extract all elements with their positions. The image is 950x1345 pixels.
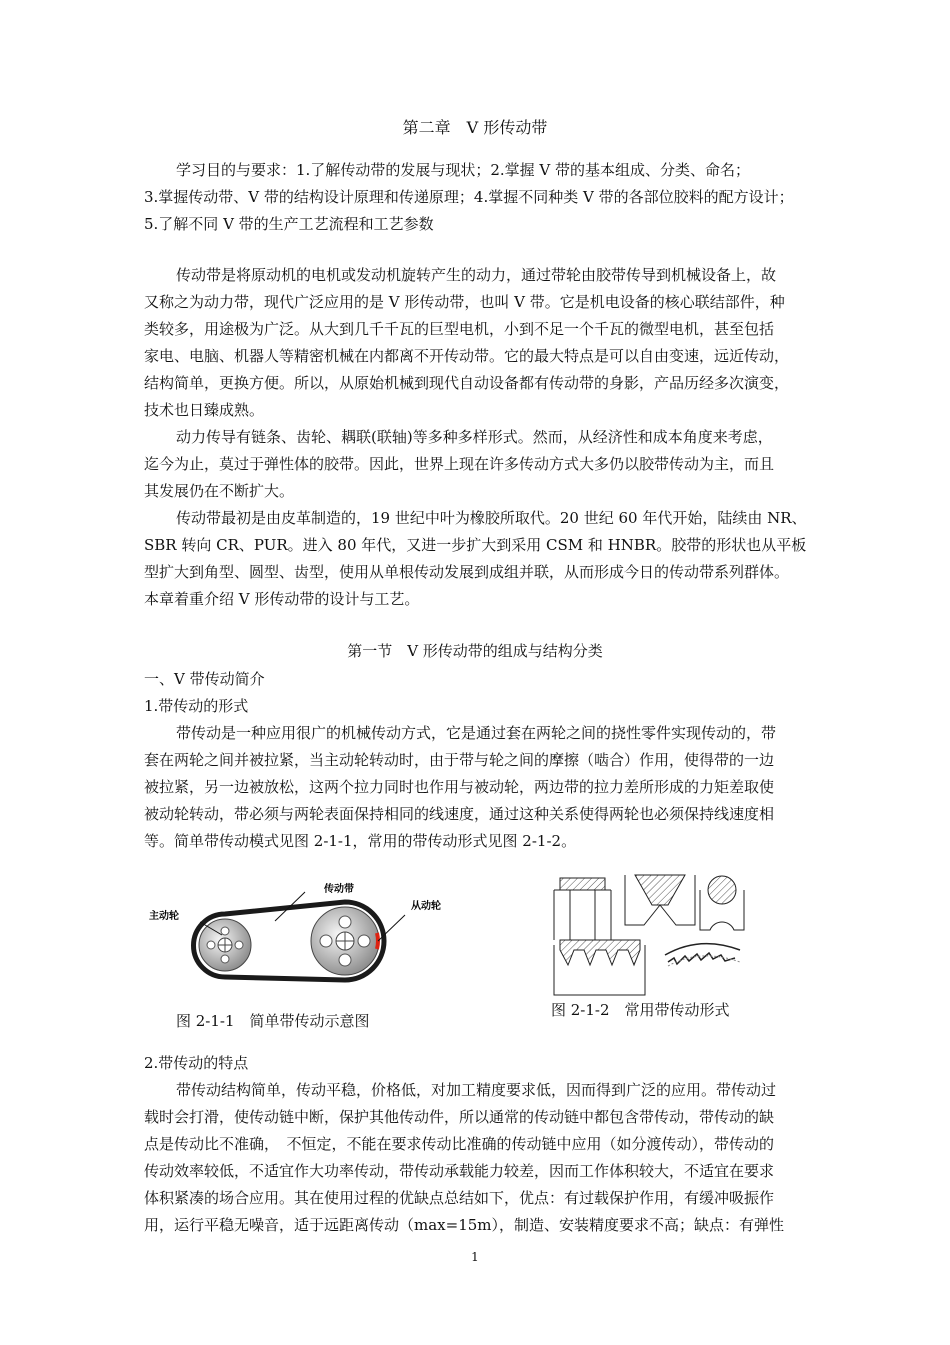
subsection-heading: 一、V 带传动简介 <box>144 670 265 688</box>
heading: 2.带传动的特点 <box>144 1054 249 1072</box>
paragraph-line: 家电、电脑、机器人等精密机械在内都离不开传动带。它的最大特点是可以自由变速，远近传动， <box>144 347 790 365</box>
paragraph-line: 传动效率较低，不适宜作大功率传动，带传动承载能力较差，因而工作体积较大，不适宜在要求 <box>144 1162 775 1180</box>
multi-rib-belt-section <box>554 940 645 995</box>
driven-pulley-label: 从动轮 <box>411 901 441 912</box>
driver-pulley-label: 主动轮 <box>149 911 179 922</box>
paragraph-line: 带传动是一种应用很广的机械传动方式，它是通过套在两轮之间的挠性零件实现传动的，带 <box>176 724 777 742</box>
round-belt-section <box>700 876 744 930</box>
paragraph-line: 又称之为动力带，现代广泛应用的是 V 形传动带，也叫 V 带。它是机电设备的核心联结部件，种 <box>144 293 785 311</box>
chapter-title: 第二章 V 形传动带 <box>402 118 548 137</box>
belt-drive-diagram <box>140 875 460 1005</box>
figure-caption: 图 2-1-2 常用带传动形式 <box>551 1001 730 1019</box>
paragraph-line: 体积紧凑的场合应用。其在使用过程的优缺点总结如下，优点：有过载保护作用，有缓冲吸振作 <box>144 1189 775 1207</box>
paragraph-line: 传动带最初是由皮革制造的，19 世纪中叶为橡胶所取代。20 世纪 60 年代开始，陆续由 NR、 <box>176 509 807 527</box>
paragraph-line: 本章着重介绍 V 形传动带的设计与工艺。 <box>144 590 420 608</box>
paragraph-line: 被拉紧，另一边被放松，这两个拉力同时也作用与被动轮，两边带的拉力差所形成的力矩差取使 <box>144 778 775 796</box>
figure-caption: 图 2-1-1 简单带传动示意图 <box>176 1012 370 1030</box>
paragraph-line: 点是传动比不准确， 不恒定，不能在要求传动比准确的传动链中应用（如分渡传动），带传动的 <box>144 1135 775 1153</box>
paragraph-line: 带传动结构简单，传动平稳，价格低，对加工精度要求低，因而得到广泛的应用。带传动过 <box>176 1081 777 1099</box>
section-title: 第一节 V 形传动带的组成与结构分类 <box>347 642 603 660</box>
paragraph-line: 传动带是将原动机的电机或发动机旋转产生的动力，通过带轮由胶带传导到机械设备上，故 <box>176 266 777 284</box>
flat-belt-section <box>554 878 611 940</box>
driven-pulley <box>311 907 379 975</box>
driver-pulley <box>199 919 251 971</box>
paragraph-line: 其发展仍在不断扩大。 <box>144 482 295 500</box>
paragraph-line: 动力传导有链条、齿轮、耦联(联轴)等多种多样形式。然而，从经济性和成本角度来考虑， <box>176 428 773 446</box>
paragraph-line: 载时会打滑，使传动链中断，保护其他传动件，所以通常的传动链中都包含带传动，带传动的缺 <box>144 1108 775 1126</box>
objectives-line: 3.掌握传动带、V 带的结构设计原理和传递原理；4.掌握不同种类 V 带的各部位胶料的配方设计； <box>144 188 794 206</box>
paragraph-line: 类较多，用途极为广泛。从大到几千千瓦的巨型电机，小到不足一个千瓦的微型电机，甚至包括 <box>144 320 775 338</box>
belt-types-diagram <box>550 870 750 1000</box>
objectives-line: 5.了解不同 V 带的生产工艺流程和工艺参数 <box>144 215 434 233</box>
paragraph-line: 迄今为止，莫过于弹性体的胶带。因此，世界上现在许多传动方式大多仍以胶带传动为主，而且 <box>144 455 775 473</box>
paragraph-line: SBR 转向 CR、PUR。进入 80 年代，又进一步扩大到采用 CSM 和 HNBR。胶带的形状也从平板 <box>144 536 807 554</box>
v-belt-section <box>625 875 695 925</box>
paragraph-line: 用，运行平稳无噪音，适于远距离传动（max=15m），制造、安装精度要求不高；缺点：有弹性 <box>144 1216 785 1234</box>
objectives-line: 学习目的与要求：1.了解传动带的发展与现状；2.掌握 V 带的基本组成、分类、命名； <box>176 161 750 179</box>
paragraph-line: 等。简单带传动模式见图 2-1-1，常用的带传动形式见图 2-1-2。 <box>144 832 577 850</box>
paragraph-line: 结构简单，更换方便。所以，从原始机械到现代自动设备都有传动带的身影，产品历经多次演变， <box>144 374 790 392</box>
page-number: 1 <box>471 1250 479 1264</box>
paragraph-line: 技术也日臻成熟。 <box>144 401 265 419</box>
heading: 1.带传动的形式 <box>144 697 249 715</box>
paragraph-line: 型扩大到角型、圆型、齿型，使用从单根传动发展到成组并联，从而形成今日的传动带系列群体。 <box>144 563 790 581</box>
toothed-belt-section <box>665 944 740 966</box>
paragraph-line: 套在两轮之间并被拉紧，当主动轮转动时，由于带与轮之间的摩擦（啮合）作用，使得带的一边 <box>144 751 775 769</box>
belt-label: 传动带 <box>324 884 354 895</box>
paragraph-line: 被动轮转动，带必须与两轮表面保持相同的线速度，通过这种关系使得两轮也必须保持线速度相 <box>144 805 775 823</box>
